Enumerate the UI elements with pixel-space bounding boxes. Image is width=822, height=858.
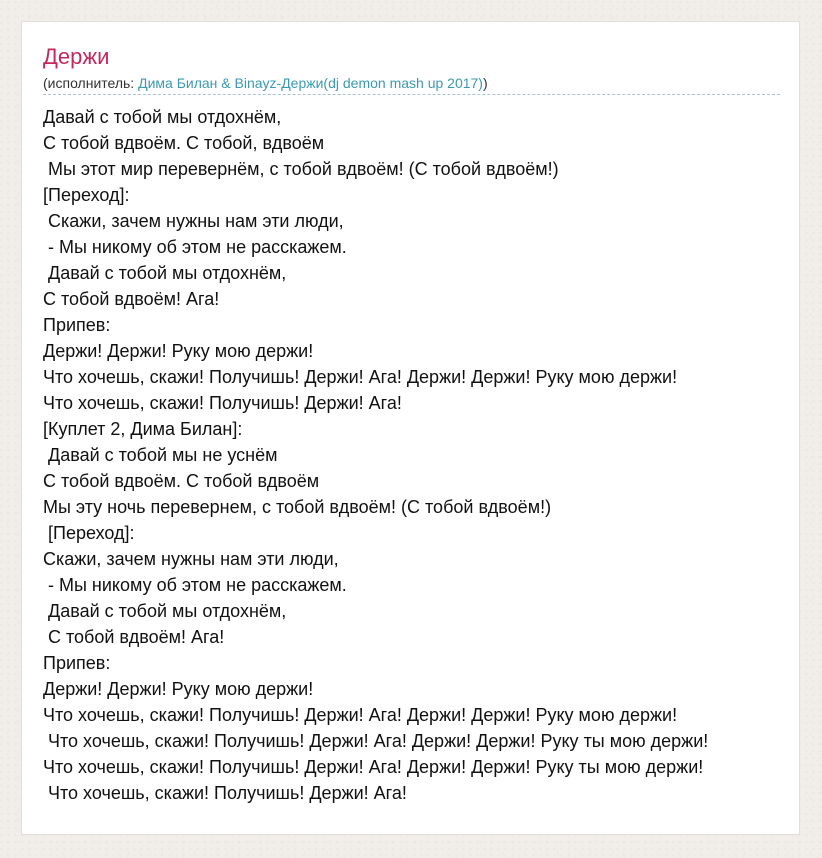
lyric-line: С тобой вдвоём. С тобой, вдвоём bbox=[43, 133, 325, 153]
lyric-line: Припев: bbox=[43, 315, 111, 335]
lyric-line: Мы этот мир перевернём, с тобой вдвоём! (С тобой вдвоём!) bbox=[43, 159, 559, 179]
lyric-line: [Переход]: bbox=[43, 523, 135, 543]
lyric-line: Что хочешь, скажи! Получишь! Держи! Ага! bbox=[43, 783, 407, 803]
lyric-line: [Переход]: bbox=[43, 185, 130, 205]
lyric-line: Что хочешь, скажи! Получишь! Держи! Ага! Держи! Держи! Руку ты мою держи! bbox=[43, 757, 704, 777]
lyrics-text bbox=[43, 104, 708, 806]
lyric-line: Скажи, зачем нужны нам эти люди, bbox=[43, 549, 339, 569]
lyric-line: Держи! Держи! Руку мою держи! bbox=[43, 341, 314, 361]
lyric-line: [Куплет 2, Дима Билан]: bbox=[43, 419, 243, 439]
artist-prefix: (исполнитель: bbox=[43, 75, 139, 91]
lyric-line: - Мы никому об этом не расскажем. bbox=[43, 237, 347, 257]
lyric-line: Скажи, зачем нужны нам эти люди, bbox=[43, 211, 344, 231]
lyric-line: Что хочешь, скажи! Получишь! Держи! Ага! Держи! Держи! Руку мою держи! bbox=[43, 705, 678, 725]
lyric-line: Держи! Держи! Руку мою держи! bbox=[43, 679, 314, 699]
lyric-line: Давай с тобой мы отдохнём, bbox=[43, 601, 287, 621]
lyric-line: Что хочешь, скажи! Получишь! Держи! Ага! Держи! Держи! Руку мою держи! bbox=[43, 367, 678, 387]
lyric-line: С тобой вдвоём. С тобой вдвоём bbox=[43, 471, 320, 491]
lyric-line: С тобой вдвоём! Ага! bbox=[43, 289, 220, 309]
artist-link[interactable]: Дима Билан & Binayz-Держи(dj demon mash up 2017) bbox=[138, 75, 483, 91]
lyric-line: Что хочешь, скажи! Получишь! Держи! Ага! Держи! Держи! Руку ты мою держи! bbox=[43, 731, 709, 751]
lyric-line: Давай с тобой мы отдохнём, bbox=[43, 107, 282, 127]
lyric-line: Давай с тобой мы не уснём bbox=[43, 445, 278, 465]
lyric-line: С тобой вдвоём! Ага! bbox=[43, 627, 225, 647]
lyrics-panel bbox=[21, 21, 800, 835]
lyric-line: Давай с тобой мы отдохнём, bbox=[43, 263, 287, 283]
artist-suffix: ) bbox=[482, 75, 488, 91]
song-title: Держи bbox=[43, 44, 110, 69]
lyric-line: Мы эту ночь перевернем, с тобой вдвоём! (С тобой вдвоём!) bbox=[43, 497, 552, 517]
lyric-line: Что хочешь, скажи! Получишь! Держи! Ага! bbox=[43, 393, 402, 413]
lyric-line: Припев: bbox=[43, 653, 111, 673]
artist-line bbox=[43, 74, 780, 95]
lyric-line: - Мы никому об этом не расскажем. bbox=[43, 575, 347, 595]
